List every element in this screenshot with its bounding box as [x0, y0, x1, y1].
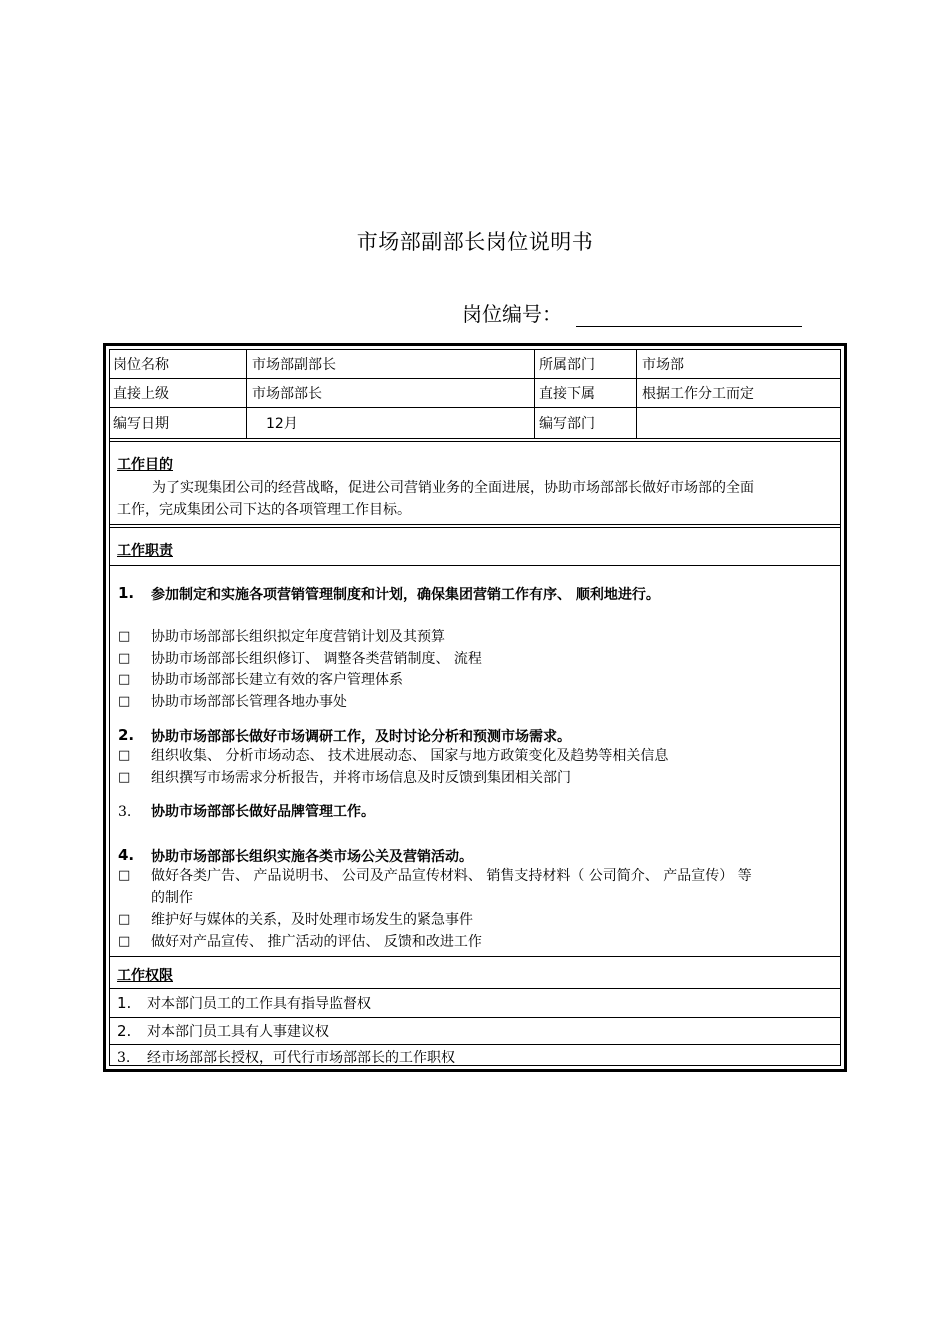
bullet-icon: □	[118, 770, 131, 785]
cell-dept-label: 所属部门	[539, 357, 595, 373]
authority-heading: 工作权限	[117, 968, 173, 984]
purpose-heading: 工作目的	[117, 457, 173, 473]
table-rule	[110, 407, 840, 408]
duty-4-number: 4.	[118, 846, 135, 864]
cell-date-label: 编写日期	[113, 416, 169, 432]
duty-1-title: 参加制定和实施各项营销管理制度和计划，确保集团营销工作有序、 顺利地进行。	[151, 587, 660, 603]
bullet-icon: □	[118, 694, 131, 709]
duty-3-number: 3.	[118, 804, 132, 820]
cell-post-name-label: 岗位名称	[113, 357, 169, 373]
table-col-rule	[534, 350, 535, 439]
duty-2-number: 2.	[118, 726, 135, 744]
section-rule	[110, 1017, 840, 1018]
duty-3-title: 协助市场部部长做好品牌管理工作。	[151, 804, 375, 820]
bullet-icon: □	[118, 651, 131, 666]
duty-1-number: 1.	[118, 584, 135, 602]
cell-date-value: 12月	[266, 416, 298, 432]
bullet-icon: □	[118, 912, 131, 927]
cell-author-dept-label: 编写部门	[539, 416, 595, 432]
post-number-blank	[576, 306, 802, 327]
section-rule	[110, 988, 840, 989]
table-col-rule	[246, 350, 247, 439]
job-description-frame	[103, 343, 847, 1072]
job-description-table	[109, 349, 841, 1066]
authority-2-number: 2.	[117, 1022, 132, 1040]
post-number-field	[462, 298, 802, 327]
bullet-icon: □	[118, 672, 131, 687]
cell-superior-value: 市场部部长	[252, 386, 322, 402]
duty-4-item-line-2: 的制作	[151, 890, 193, 906]
cell-subordinate-value: 根据工作分工而定	[642, 386, 754, 402]
duty-2-item: 组织收集、 分析市场动态、 技术进展动态、 国家与地方政策变化及趋势等相关信息	[151, 748, 669, 764]
duty-1-item: 协助市场部部长组织修订、 调整各类营销制度、 流程	[151, 651, 482, 667]
section-rule	[110, 565, 840, 566]
document-title: 市场部副部长岗位说明书	[356, 230, 594, 254]
duty-4-title: 协助市场部部长组织实施各类市场公关及营销活动。	[151, 849, 473, 865]
duty-4-item-line-1: 做好各类广告、 产品说明书、 公司及产品宣传材料、 销售支持材料（ 公司简介、 产品宣传） 等	[151, 868, 752, 884]
section-rule	[110, 524, 840, 525]
cell-dept-value: 市场部	[642, 357, 684, 373]
authority-2-text: 对本部门员工具有人事建议权	[147, 1024, 329, 1040]
bullet-icon: □	[118, 934, 131, 949]
purpose-line-2: 工作，完成集团公司下达的各项管理工作目标。	[117, 502, 411, 518]
duty-4-item: 维护好与媒体的关系，及时处理市场发生的紧急事件	[151, 912, 473, 928]
post-number-label: 岗位编号：	[462, 302, 562, 326]
table-col-rule	[636, 350, 637, 439]
section-rule	[110, 527, 840, 528]
duties-heading: 工作职责	[117, 543, 173, 559]
cell-superior-label: 直接上级	[113, 386, 169, 402]
section-rule	[110, 1044, 840, 1045]
cell-post-name-value: 市场部副部长	[252, 357, 336, 373]
duty-2-item: 组织撰写市场需求分析报告，并将市场信息及时反馈到集团相关部门	[151, 770, 571, 786]
authority-3-number: 3.	[117, 1050, 131, 1066]
duty-2-title: 协助市场部部长做好市场调研工作，及时讨论分析和预测市场需求。	[151, 729, 571, 745]
bullet-icon: □	[118, 629, 131, 644]
purpose-line-1: 为了实现集团公司的经营战略，促进公司营销业务的全面进展，协助市场部部长做好市场部的全面	[152, 480, 754, 496]
authority-1-number: 1.	[117, 994, 132, 1012]
duty-4-item: 做好对产品宣传、 推广活动的评估、 反馈和改进工作	[151, 934, 482, 950]
authority-1-text: 对本部门员工的工作具有指导监督权	[147, 996, 371, 1012]
section-rule	[110, 956, 840, 957]
duty-1-item: 协助市场部部长组织拟定年度营销计划及其预算	[151, 629, 445, 645]
duty-1-item: 协助市场部部长建立有效的客户管理体系	[151, 672, 403, 688]
table-rule	[110, 378, 840, 379]
authority-3-text: 经市场部部长授权，可代行市场部部长的工作职权	[147, 1050, 455, 1066]
cell-subordinate-label: 直接下属	[539, 386, 595, 402]
duty-1-item: 协助市场部部长管理各地办事处	[151, 694, 347, 710]
table-rule	[110, 441, 840, 442]
table-rule	[110, 438, 840, 439]
bullet-icon: □	[118, 748, 131, 763]
bullet-icon: □	[118, 868, 131, 883]
